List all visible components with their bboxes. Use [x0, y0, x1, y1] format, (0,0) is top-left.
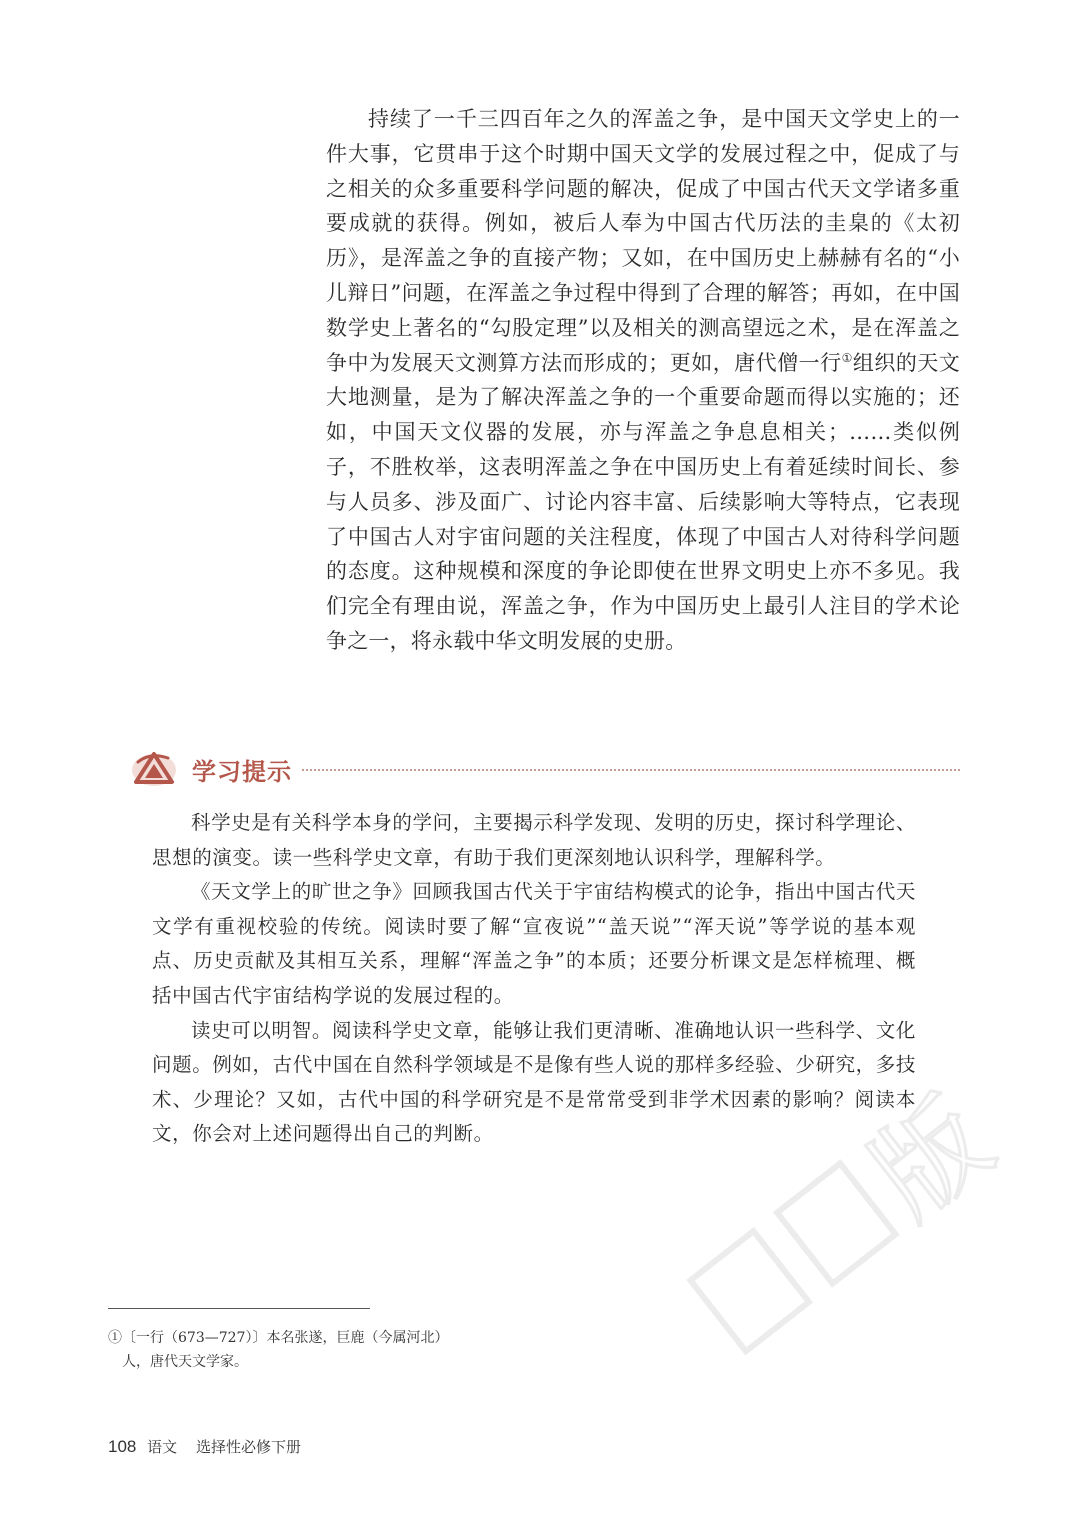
learning-tips-triangle-icon [130, 748, 178, 788]
main-paragraph [326, 102, 960, 659]
learning-tips-body [152, 806, 916, 1152]
page-number: 108 [108, 1437, 137, 1456]
watermark-text: 版 [848, 1073, 1015, 1243]
learning-tips-header [130, 748, 960, 792]
page-footer [108, 1436, 301, 1457]
book-subject: 语文 [147, 1438, 178, 1456]
tips-paragraph: 科学史是有关科学本身的学问，主要揭示科学发现、发明的历史，探讨科学理论、思想的演变。读一些科学史文章，有助于我们更深刻地认识科学，理解科学。 [152, 811, 916, 869]
tips-paragraph: 《天文学上的旷世之争》回顾我国古代关于宇宙结构模式的论争，指出中国古代天文学有重视校验的传统。阅读时要了解“宣夜说”“盖天说”“浑天说”等学说的基本观点、历史贡献及其相互关系，理解“浑盖之争”的本质；还要分析课文是怎样梳理、概括中国古代宇宙结构学说的发展过程的。 [152, 880, 916, 1007]
footnote-marker[interactable]: ① [841, 350, 853, 365]
book-volume: 选择性必修下册 [195, 1438, 301, 1456]
main-paragraph-part1: 持续了一千三四百年之久的浑盖之争，是中国天文学史上的一件大事，它贯串于这个时期中国天文学的发展过程之中，促成了与之相关的众多重要科学问题的解决，促成了中国古代天文学诸多重要成就的获得。例如，被后人奉为中国古代历法的圭臬的《太初历》，是浑盖之争的直接产物；又如，在中国历史上赫赫有名的“小儿辩日”问题，在浑盖之争过程中得到了合理的解答；再如，在中国数学史上著名的“勾股定理”以及相关的测高望远之术，是在浑盖之争中为发展天文测算方法而形成的；更如，唐代僧一行 [326, 107, 960, 375]
footnote-line: ①〔一行（673—727）〕本名张遂，巨鹿（今属河北） [108, 1330, 449, 1346]
learning-tips-title: 学习提示 [192, 758, 292, 786]
tips-paragraph: 读史可以明智。阅读科学史文章，能够让我们更清晰、准确地认识一些科学、文化问题。例如，古代中国在自然科学领域是不是像有些人说的那样多经验、少研究，多技术、少理论？又如，古代中国的科学研究是不是常常受到非学术因素的影响？阅读本文，你会对上述问题得出自己的判断。 [152, 1018, 916, 1146]
footnote-divider [108, 1308, 370, 1309]
main-paragraph-part2: 组织的天文大地测量，是为了解决浑盖之争的一个重要命题而得以实施的；还如，中国天文仪器的发展，亦与浑盖之争息息相关；……类似例子，不胜枚举，这表明浑盖之争在中国历史上有着延续时间长、参与人员多、涉及面广、讨论内容丰富、后续影响大等特点，它表现了中国古人对宇宙问题的关注程度，体现了中国古人对待科学问题的态度。这种规模和深度的争论即使在世界文明史上亦不多见。我们完全有理由说，浑盖之争，作为中国历史上最引人注目的学术论争之一，将永载中华文明发展的史册。 [326, 350, 960, 653]
footnote [108, 1326, 528, 1374]
dotted-divider [302, 769, 960, 771]
footnote-line: 人，唐代天文学家。 [122, 1354, 248, 1370]
